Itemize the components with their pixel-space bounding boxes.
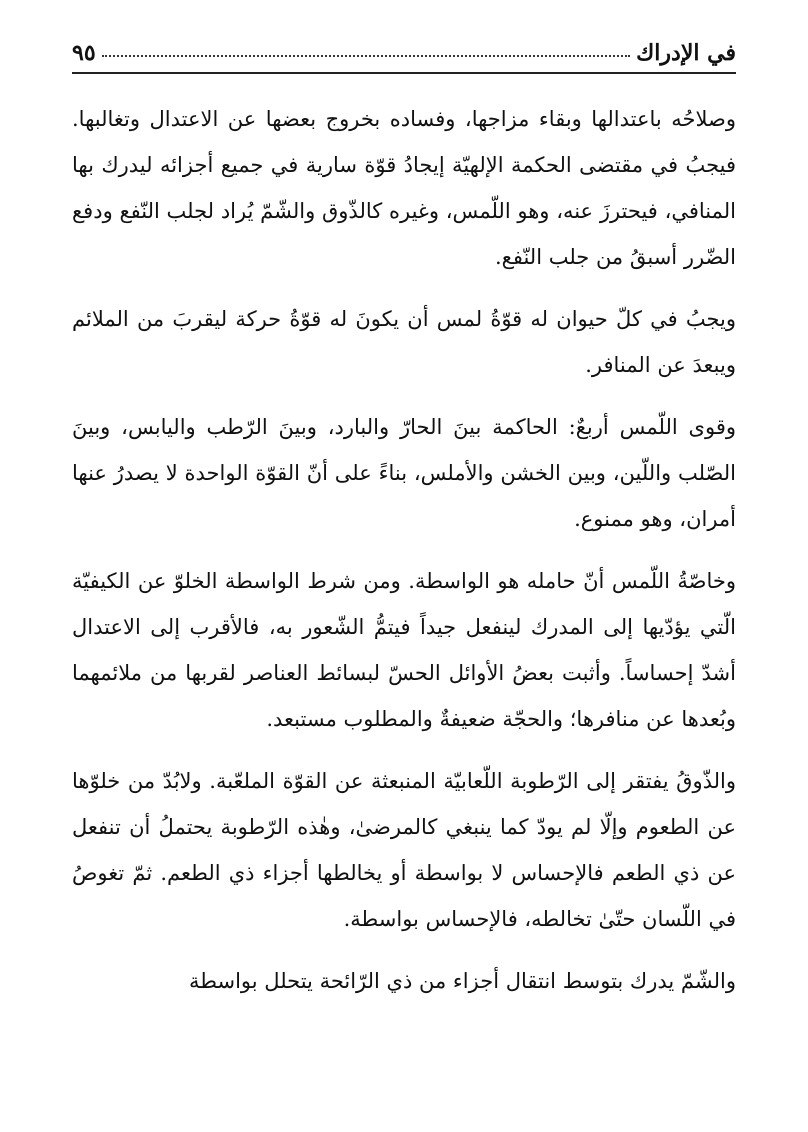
header-dot-leader	[102, 55, 631, 57]
paragraph: والذّوقُ يفتقر إلى الرّطوبة اللّعابيّة المنبعثة عن القوّة الملعّبة. ولابُدّ من خلوّها عن الطعوم وإلّا لم يودّ كما ينبغي كالمرضىٰ، وهٰذه الرّطوبة يحتملُ أن تنفعل عن ذي الطعم فالإحساس لا بواسطة أو يخالطها أجزاء ذي الطعم. ثمّ تغوصُ في اللّسان حتّىٰ تخالطه، فالإحساس بواسطة.	[72, 769, 736, 931]
paragraph: وقوى اللّمس أربعٌ: الحاكمة بينَ الحارّ والبارد، وبينَ الرّطب واليابس، وبينَ الصّلب واللّين، وبين الخشن والأملس، بناءً على أنّ القوّة الواحدة لا يصدرُ عنها أمران، وهو ممنوع.	[72, 415, 736, 531]
header-rule	[72, 72, 736, 74]
paragraph: وصلاحُه باعتدالها وبقاء مزاجها، وفساده بخروج بعضها عن الاعتدال وتغالبها. فيجبُ في مقتضى الحكمة الإلهيّة إيجادُ قوّة سارية في جميع أجزائه ليدرك بها المنافي، فيحترزَ عنه، وهو اللّمس، وغيره كالذّوق والشّمّ يُراد لجلب النّفع ودفع الضّرر أسبقُ من جلب النّفع.	[72, 107, 736, 269]
paragraph: وخاصّةُ اللّمس أنّ حامله هو الواسطة. ومن شرط الواسطة الخلوّ عن الكيفيّة الّتي يؤدّيها إلى المدرك لينفعل جيداً فيتمُّ الشّعور به، فالأقرب إلى الاعتدال أشدّ إحساساً. وأثبت بعضُ الأوائل الحسّ لبسائط العناصر لقربها من ملائمهما وبُعدها عن منافرها؛ والحجّة ضعيفةٌ والمطلوب مستبعد.	[72, 569, 737, 731]
paragraph: والشّمّ يدرك بتوسط انتقال أجزاء من ذي الرّائحة يتحلل بواسطة	[189, 969, 736, 993]
page-header	[72, 22, 736, 66]
body-text	[72, 96, 736, 1004]
page-number: ٩٥	[72, 40, 96, 66]
paragraph: ويجبُ في كلّ حيوان له قوّةُ لمس أن يكونَ له قوّةُ حركة ليقربَ من الملائم ويبعدَ عن المنافر.	[72, 307, 736, 377]
running-title: في الإدراك	[636, 40, 736, 66]
